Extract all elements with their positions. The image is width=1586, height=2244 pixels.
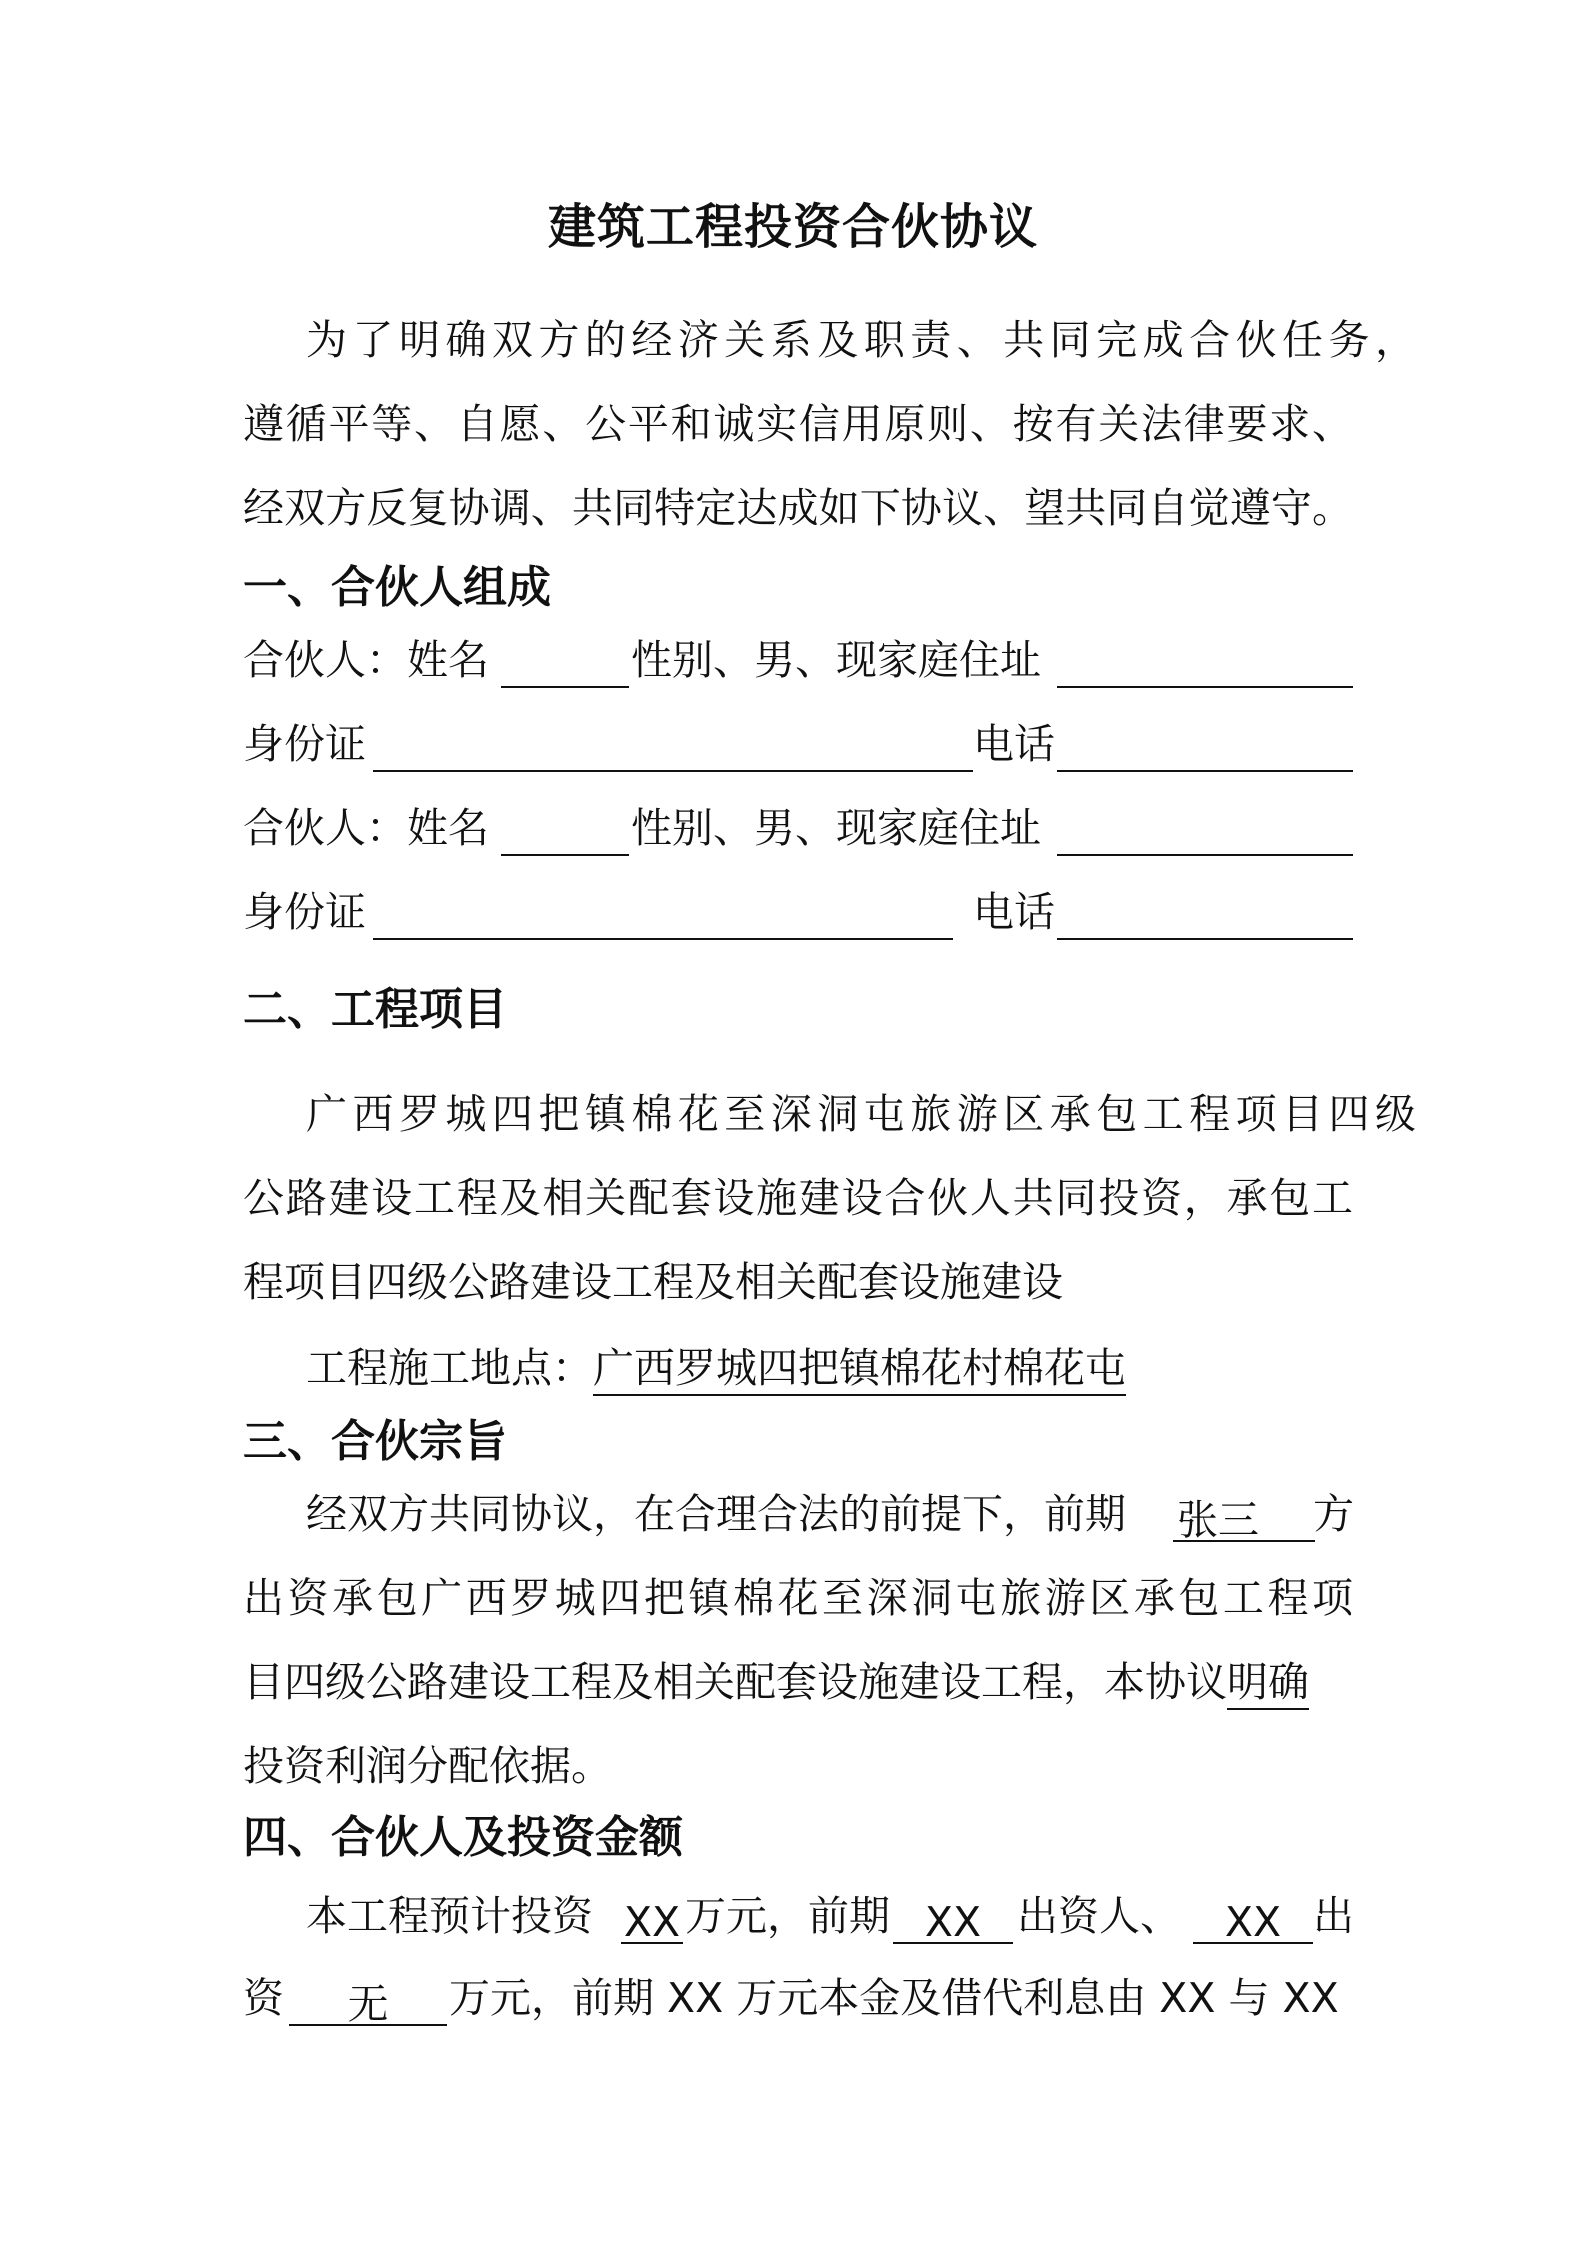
section-2-heading: 二、工程项目 <box>243 984 507 1035</box>
partner-name-label: 合伙人：姓名 <box>243 804 489 852</box>
project-line-3: 程项目四级公路建设工程及相关配套设施建设 <box>243 1258 1063 1306</box>
partner-phone-label: 电话 <box>973 720 1055 768</box>
project-line-1: 广西罗城四把镇棉花至深洞屯旅游区承包工程项目四级 <box>306 1090 1416 1138</box>
purpose-line-1-end: 方 <box>1313 1490 1354 1538</box>
investment-text-f: 万元，前期 XX 万元本金及借代利息由 XX 与 XX <box>449 1974 1339 2022</box>
partner-row-2 <box>243 800 1353 860</box>
purpose-line-3-text: 目四级公路建设工程及相关配套设施建设工程，本协议 <box>243 1658 1227 1706</box>
purpose-line-4: 投资利润分配依据。 <box>243 1742 612 1790</box>
partner-gender-address-label: 性别、男、现家庭住址 <box>631 636 1041 684</box>
investment-partner-2: XX <box>1193 1894 1313 1944</box>
project-line-2: 公路建设工程及相关配套设施建设合伙人共同投资，承包工 <box>243 1174 1353 1222</box>
partner-id-label: 身份证 <box>243 720 366 768</box>
site-value: 广西罗城四把镇棉花村棉花屯 <box>593 1344 1126 1396</box>
investment-text-d: 出 <box>1313 1892 1354 1940</box>
investment-line-2 <box>243 1970 1353 2030</box>
partner-name-blank[interactable] <box>501 638 629 688</box>
site-label: 工程施工地点： <box>306 1344 593 1392</box>
partner-name-blank[interactable] <box>501 806 629 856</box>
purpose-line-3 <box>243 1654 1353 1710</box>
purpose-line-1-text: 经双方共同协议，在合理合法的前提下，前期 <box>306 1490 1126 1538</box>
partner-phone-blank[interactable] <box>1057 890 1353 940</box>
section-1-heading: 一、合伙人组成 <box>243 562 551 613</box>
investment-text-c: 出资人、 <box>1017 1892 1181 1940</box>
partner-address-blank[interactable] <box>1057 638 1353 688</box>
intro-line-2: 遵循平等、自愿、公平和诚实信用原则、按有关法律要求、 <box>243 400 1353 448</box>
partner-id-blank[interactable] <box>373 890 953 940</box>
purpose-line-1 <box>243 1486 1353 1546</box>
partner-id-row-2 <box>243 884 1353 944</box>
investment-value-none: 无 <box>289 1976 447 2026</box>
section-3-heading: 三、合伙宗旨 <box>243 1416 507 1467</box>
document-title: 建筑工程投资合伙协议 <box>547 199 1038 255</box>
partner-id-row-1 <box>243 716 1353 776</box>
partner-gender-address-label: 性别、男、现家庭住址 <box>631 804 1041 852</box>
intro-line-3: 经双方反复协调、共同特定达成如下协议、望共同自觉遵守。 <box>243 484 1353 532</box>
investment-text-b: 万元，前期 <box>685 1892 890 1940</box>
partner-id-label: 身份证 <box>243 888 366 936</box>
section-4-heading: 四、合伙人及投资金额 <box>243 1812 683 1863</box>
partner-row-1 <box>243 632 1353 692</box>
partner-name-label: 合伙人：姓名 <box>243 636 489 684</box>
partner-phone-blank[interactable] <box>1057 722 1353 772</box>
purpose-line-3-underlined: 明确 <box>1227 1658 1309 1710</box>
partner-id-blank[interactable] <box>373 722 973 772</box>
intro-line-1: 为了明确双方的经济关系及职责、共同完成合伙任务， <box>306 316 1416 364</box>
purpose-investor-name: 张三 <box>1173 1492 1315 1542</box>
partner-phone-label: 电话 <box>973 888 1055 936</box>
investment-text-e: 资 <box>243 1974 284 2022</box>
partner-address-blank[interactable] <box>1057 806 1353 856</box>
project-site-line <box>243 1340 1416 1396</box>
investment-text-a: 本工程预计投资 <box>306 1892 593 1940</box>
purpose-line-2: 出资承包广西罗城四把镇棉花至深洞屯旅游区承包工程项 <box>243 1574 1353 1622</box>
investment-amount: XX <box>621 1894 683 1944</box>
investment-partner-1: XX <box>893 1894 1013 1944</box>
investment-line-1 <box>243 1888 1353 1948</box>
